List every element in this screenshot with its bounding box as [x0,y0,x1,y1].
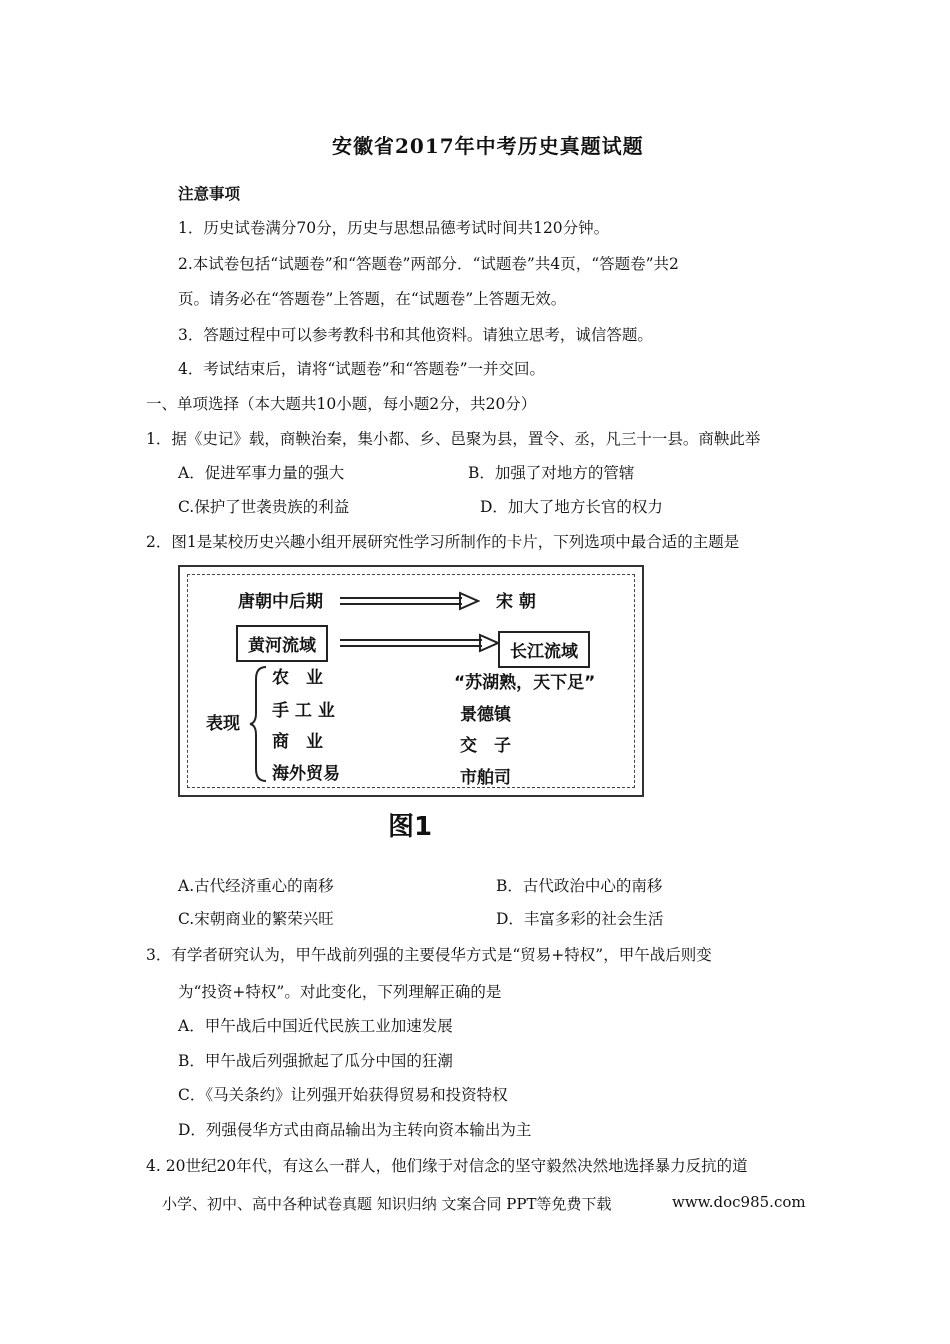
option-b: B．古代政治中心的南移 [496,877,663,895]
brace-icon [248,665,268,783]
arrow-right-icon [340,633,500,653]
figure-caption: 图1 [388,812,433,842]
option-a: A．甲午战后中国近代民族工业加速发展 [178,1017,453,1035]
question-stem: 4. 20世纪20年代，有这么一群人，他们缘于对信念的坚守毅然决然地选择暴力反抗的道 [146,1157,748,1175]
notice-item: 2.本试卷包括“试题卷”和“答题卷”两部分．“试题卷”共4页，“答题卷”共2 [178,255,679,273]
arrow-right-icon [340,591,480,611]
figure-row-right: 景德镇 [460,705,511,725]
figure-to-region: 长江流域 [498,631,590,668]
figure-label: 表现 [206,714,240,734]
notice-item: 1．历史试卷满分70分，历史与思想品德考试时间共120分钟。 [178,219,610,237]
question-stem-continued: 为“投资+特权”。对此变化，下列理解正确的是 [178,983,502,1001]
figure-card [178,565,644,797]
section-heading: 一、单项选择（本大题共10小题，每小题2分，共20分） [146,395,537,413]
notice-heading: 注意事项 [178,185,241,203]
notice-item: 页。请务必在“答题卷”上答题，在“试题卷”上答题无效。 [178,290,567,308]
figure-row-left: 海外贸易 [272,764,340,784]
figure-row-right: 市舶司 [460,768,511,788]
option-c: C.保护了世袭贵族的利益 [178,498,350,516]
question-stem: 1．据《史记》载，商鞅治秦，集小都、乡、邑聚为县，置令、丞，凡三十一县。商鞅此举 [146,430,761,448]
option-c: C．《马关条约》让列强开始获得贸易和投资特权 [178,1086,508,1104]
question-stem: 2．图1是某校历史兴趣小组开展研究性学习所制作的卡片，下列选项中最合适的主题是 [146,533,740,551]
option-d: D．丰富多彩的社会生活 [496,910,664,928]
option-d: D．加大了地方长官的权力 [480,498,663,516]
page-title: 安徽省2017年中考历史真题试题 [332,134,644,158]
footer-text: 小学、初中、高中各种试卷真题 知识归纳 文案合同 PPT等免费下载 [162,1195,612,1213]
option-a: A.古代经济重心的南移 [178,877,334,895]
question-stem: 3．有学者研究认为，甲午战前列强的主要侵华方式是“贸易+特权”，甲午战后则变 [146,946,712,964]
option-a: A．促进军事力量的强大 [178,464,345,482]
option-c: C.宋朝商业的繁荣兴旺 [178,910,334,928]
option-b: B．加强了对地方的管辖 [468,464,635,482]
figure-row-left: 农 业 [272,668,323,688]
footer-link[interactable]: www.doc985.com [672,1193,806,1211]
notice-item: 3．答题过程中可以参考教科书和其他资料。请独立思考，诚信答题。 [178,326,653,344]
figure-from-region: 黄河流域 [236,625,328,662]
figure-from-period: 唐朝中后期 [238,592,323,612]
notice-item: 4．考试结束后，请将“试题卷”和“答题卷”一并交回。 [178,360,546,378]
option-d: D．列强侵华方式由商品输出为主转向资本输出为主 [178,1121,532,1139]
figure-row-right: 交 子 [460,736,511,756]
option-b: B．甲午战后列强掀起了瓜分中国的狂潮 [178,1052,453,1070]
figure-row-left: 手 工 业 [272,701,335,721]
figure-to-period: 宋 朝 [496,592,536,612]
figure-row-left: 商 业 [272,732,323,752]
figure-row-right: “苏湖熟，天下足” [454,673,596,693]
